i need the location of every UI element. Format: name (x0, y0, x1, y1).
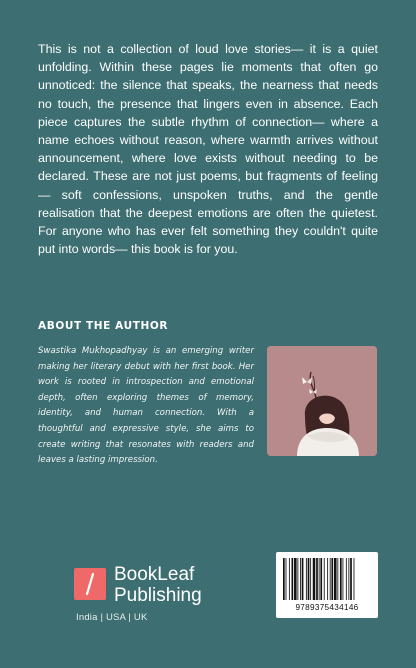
isbn-barcode (276, 552, 378, 618)
barcode-bar (310, 558, 311, 600)
barcode-bar (297, 558, 298, 600)
slash-logo-icon (74, 568, 106, 600)
publisher-regions: India | USA | UK (76, 612, 148, 623)
barcode-bar (346, 558, 347, 600)
barcode-icon (282, 558, 372, 600)
barcode-bar (319, 558, 320, 600)
barcode-bar (294, 558, 297, 600)
publisher-name (114, 564, 202, 606)
barcode-bar (306, 558, 307, 600)
back-cover-blurb: This is not a collection of loud love stories— it is a quiet unfolding. Within these pages lie moments that often go unnoticed: the silence that speaks, the nearness that needs no touch, the presence that lingers even in absence. Each piece captures the subtle rhythm of connection— where a name echoes without reason, where warmth arrives without announcement, where love exists without needing to be declared. These are not just poems, but fragments of feeling— soft confessions, unspoken truths, and the gentle realisation that the deepest emotions are often the quietest. For anyone who has ever felt something they couldn't quite put into words— this book is for you. (38, 42, 378, 257)
barcode-bar (324, 558, 325, 600)
barcode-bar (316, 558, 318, 600)
barcode-bar (354, 558, 355, 600)
barcode-bar (337, 558, 338, 600)
barcode-bar (350, 558, 352, 600)
barcode-bar (286, 558, 287, 600)
barcode-bar (313, 558, 316, 600)
author-bio: Swastika Mukhopadhyay is an emerging writer making her literary debut with her first book. Her work is rooted in introspection and emotional depth, often exploring themes of memory, identity, and human connection. With a thoughtful and expressive style, she aims to create writing that resonates with readers and leaves a lasting impression. (38, 346, 254, 466)
publisher-block (74, 564, 254, 638)
barcode-bar (300, 558, 301, 600)
isbn-number: 9789375434146 (295, 603, 359, 612)
barcode-bar (327, 558, 328, 600)
publisher-name-line2: Publishing (114, 585, 202, 606)
barcode-bar (289, 558, 290, 600)
publisher-name-line1: BookLeaf (114, 564, 195, 585)
barcode-bar (331, 558, 333, 600)
barcode-bar (302, 558, 304, 600)
barcode-bar (334, 558, 337, 600)
about-author-heading: ABOUT THE AUTHOR (38, 320, 169, 332)
author-illustration (267, 346, 377, 456)
barcode-bar (283, 558, 285, 600)
barcode-bar (308, 558, 310, 600)
barcode-bar (343, 558, 344, 600)
barcode-bar (348, 558, 349, 600)
barcode-bar (330, 558, 331, 600)
barcode-bar (320, 558, 322, 600)
barcode-bar (292, 558, 294, 600)
barcode-bar (340, 558, 342, 600)
